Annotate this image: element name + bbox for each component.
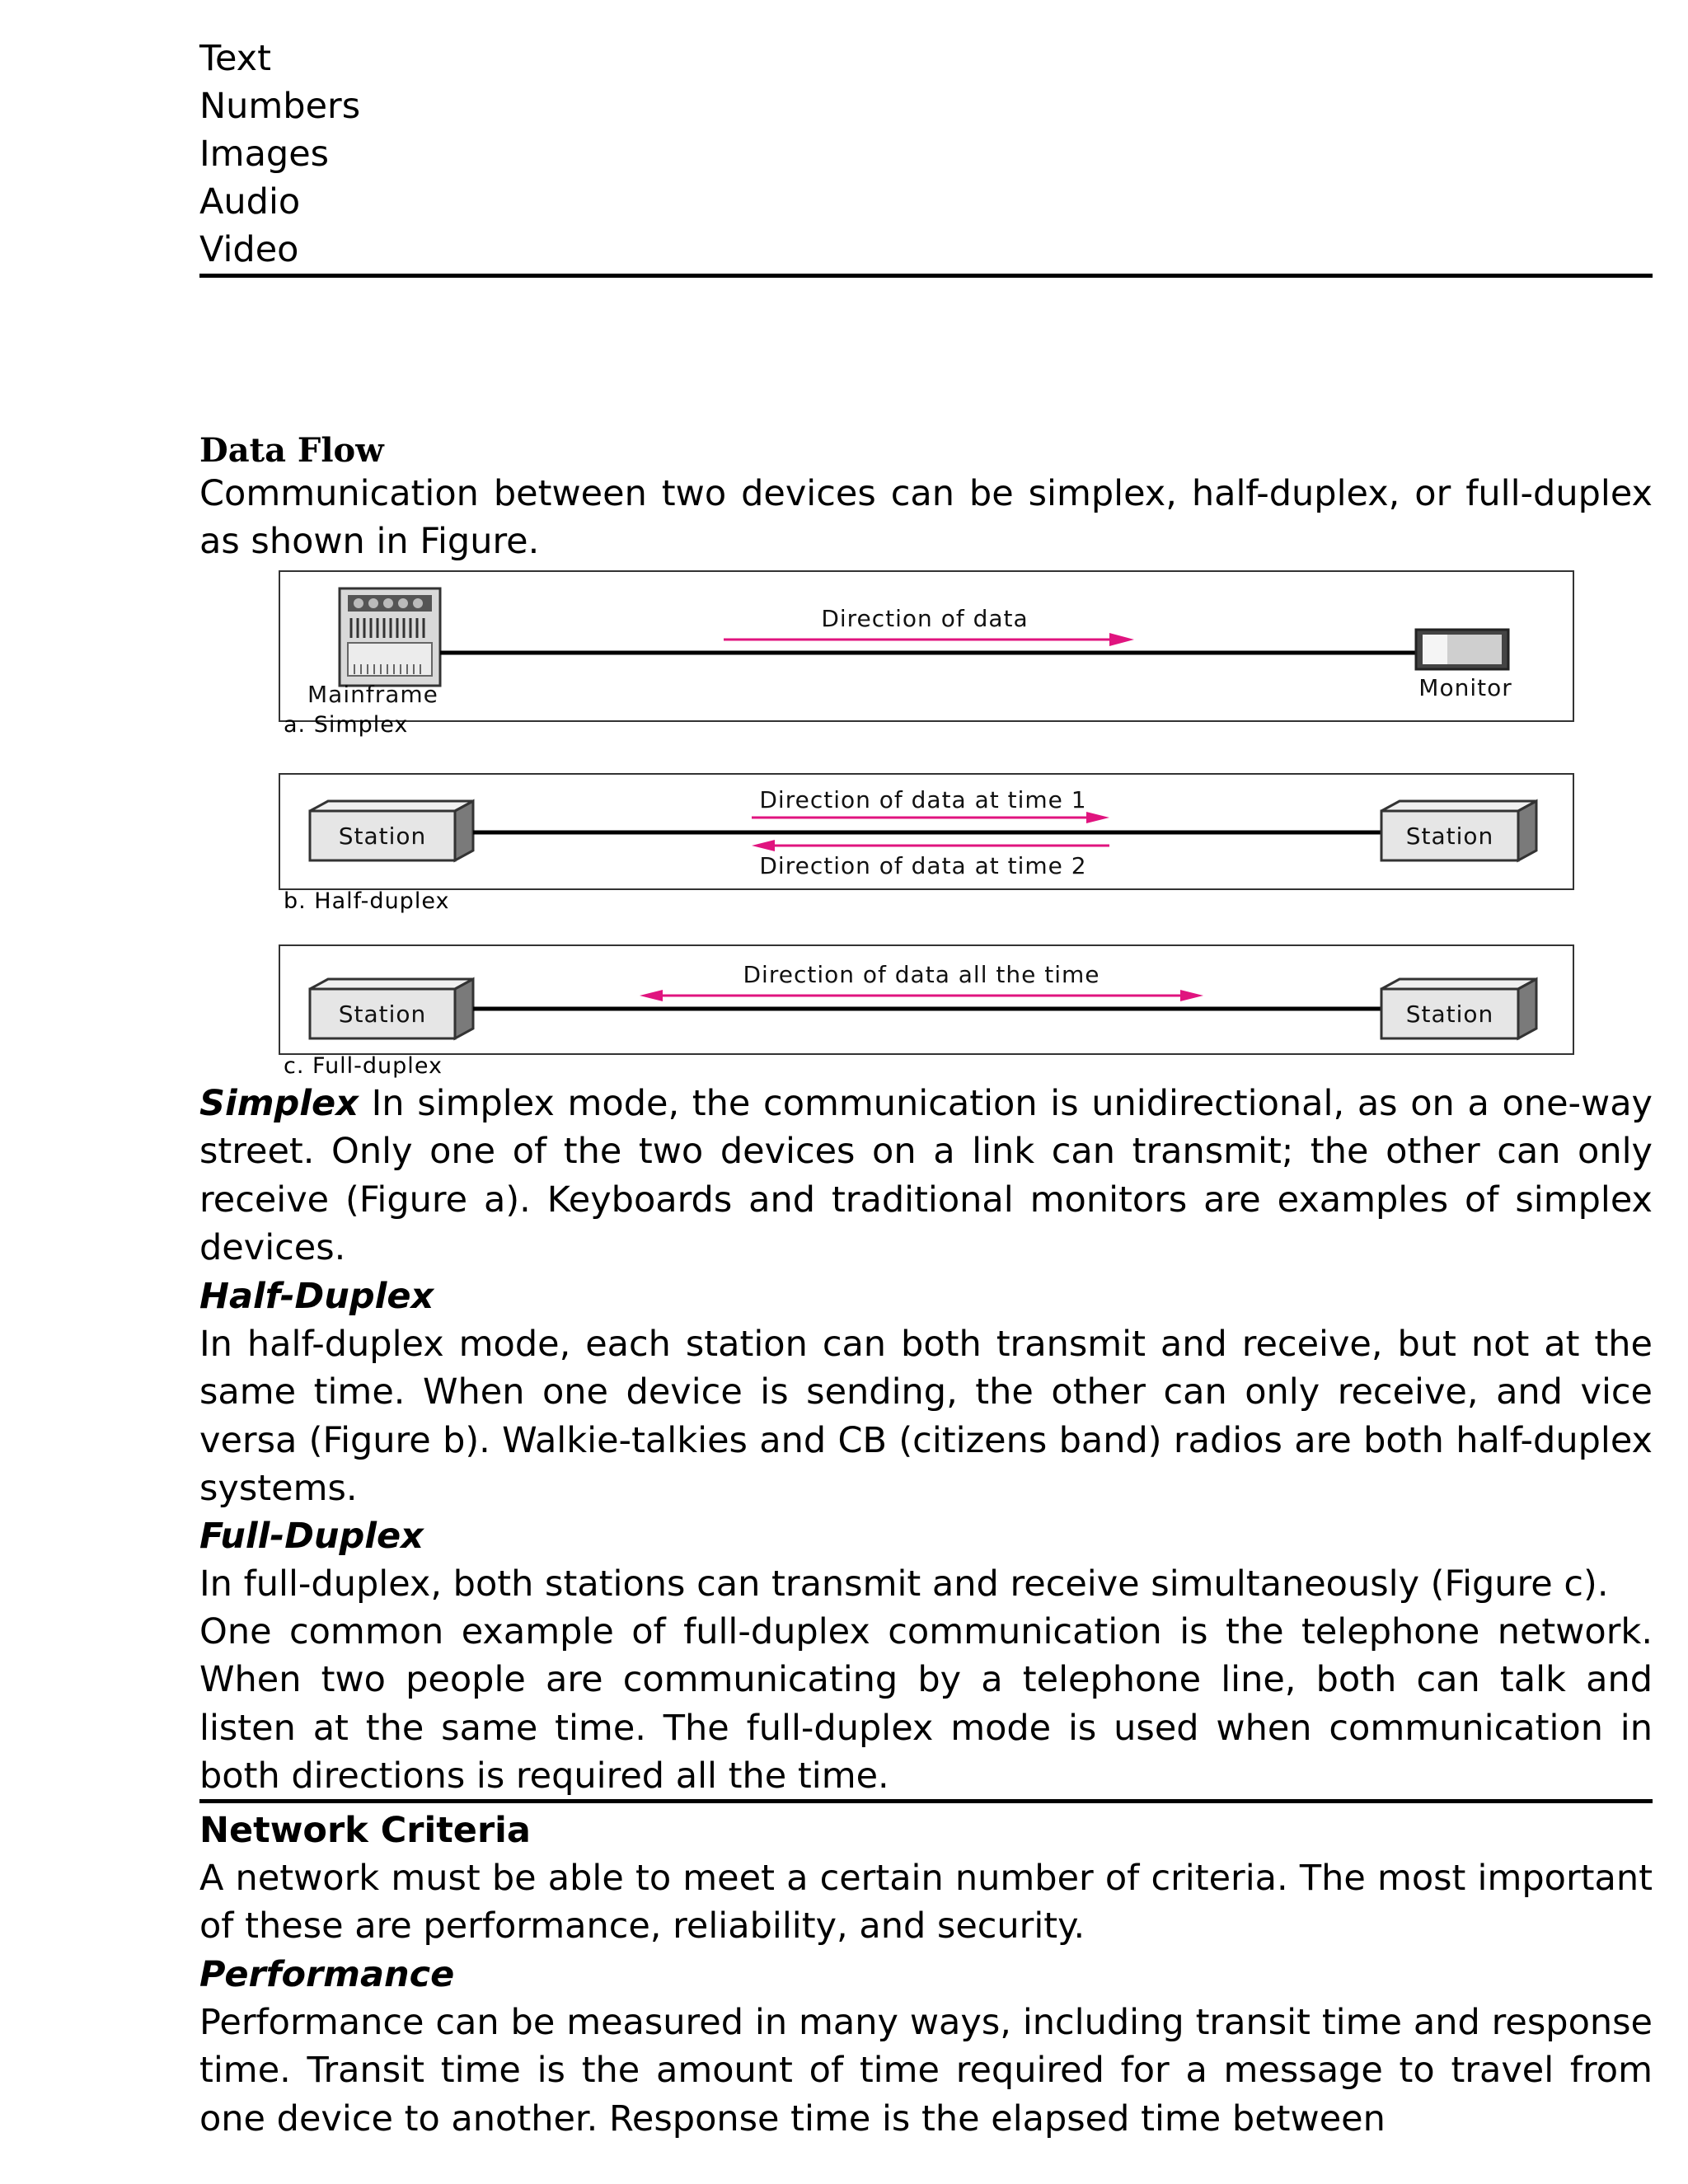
- data-direction-arrow-right: [752, 812, 1109, 823]
- section-divider: [199, 1799, 1653, 1803]
- half-duplex-diagram: [280, 775, 1573, 888]
- performance-paragraph: Performance can be measured in many ways, including transit time and response time. Transit time is the amount of time required for a message to travel from one device to another. Response time is the elapsed time between: [199, 2002, 1653, 2139]
- network-criteria-heading: Network Criteria: [199, 1810, 531, 1851]
- arrow-label-all-time: Direction of data all the time: [743, 961, 1100, 988]
- list-item: Audio: [199, 181, 301, 223]
- simplex-diagram: [280, 572, 1573, 720]
- simplex-panel: [279, 570, 1574, 722]
- full-duplex-paragraph-2: One common example of full-duplex communication is the telephone network. When two people are communicating by a telephone line, both can talk and listen at the same time. The full-duplex mode is used when communication in both directions is required all the time.: [199, 1611, 1653, 1797]
- data-direction-arrow-both: [640, 990, 1203, 1001]
- data-direction-arrow-left: [752, 840, 1109, 851]
- data-flow-figure: [279, 570, 1574, 1081]
- arrow-label-time-2: Direction of data at time 2: [759, 852, 1087, 879]
- half-duplex-panel: [279, 773, 1574, 890]
- figure-caption-simplex: a. Simplex: [284, 712, 409, 738]
- arrow-label-time-1: Direction of data at time 1: [759, 786, 1087, 813]
- full-duplex-panel: [279, 944, 1574, 1055]
- half-duplex-paragraph: In half-duplex mode, each station can both transmit and receive, but not at the same time. When one device is sending, the other can only receive, and vice versa (Figure b). Walkie-talkies and CB (citizens band) radios are both half-duplex systems.: [199, 1324, 1653, 1510]
- station-label-left: Station: [338, 1001, 427, 1028]
- figure-caption-full-duplex: c. Full-duplex: [284, 1053, 443, 1079]
- list-item: Numbers: [199, 86, 361, 127]
- mainframe-icon: [340, 588, 440, 686]
- arrow-label: Direction of data: [821, 605, 1029, 632]
- performance-heading: Performance: [199, 1954, 455, 1995]
- station-label-right: Station: [1405, 1001, 1494, 1028]
- device-label-mainframe: Mainframe: [307, 681, 438, 708]
- simplex-term: Simplex: [199, 1083, 359, 1124]
- list-item: Images: [199, 134, 330, 175]
- data-flow-heading: Data Flow: [199, 431, 384, 470]
- network-criteria-paragraph: A network must be able to meet a certain number of criteria. The most important of these are performance, reliability, and security.: [199, 1858, 1653, 1947]
- simplex-text: In simplex mode, the communication is unidirectional, as on a one-way street. Only one of the two devices on a link can transmit; the other can only receive (Figure a). Keyboards and traditional monitors are examples of simplex devices.: [199, 1083, 1653, 1269]
- list-item: Video: [199, 229, 299, 270]
- half-duplex-heading: Half-Duplex: [199, 1276, 434, 1317]
- data-flow-intro: Communication between two devices can be simplex, half-duplex, or full-duplex as shown in Figure.: [199, 473, 1653, 563]
- media-type-list: [199, 35, 360, 274]
- full-duplex-heading: Full-Duplex: [199, 1516, 424, 1557]
- monitor-icon: [1416, 630, 1508, 669]
- full-duplex-diagram: [280, 946, 1573, 1053]
- list-item: Text: [199, 38, 271, 79]
- station-label-left: Station: [338, 823, 427, 850]
- data-direction-arrow: [724, 633, 1134, 646]
- station-label-right: Station: [1405, 823, 1494, 850]
- full-duplex-paragraph-1: In full-duplex, both stations can transmit and receive simultaneously (Figure c).: [199, 1563, 1609, 1605]
- simplex-paragraph: [199, 1080, 1653, 1272]
- section-divider: [199, 274, 1653, 278]
- device-label-monitor: Monitor: [1418, 674, 1512, 701]
- figure-caption-half-duplex: b. Half-duplex: [284, 888, 450, 914]
